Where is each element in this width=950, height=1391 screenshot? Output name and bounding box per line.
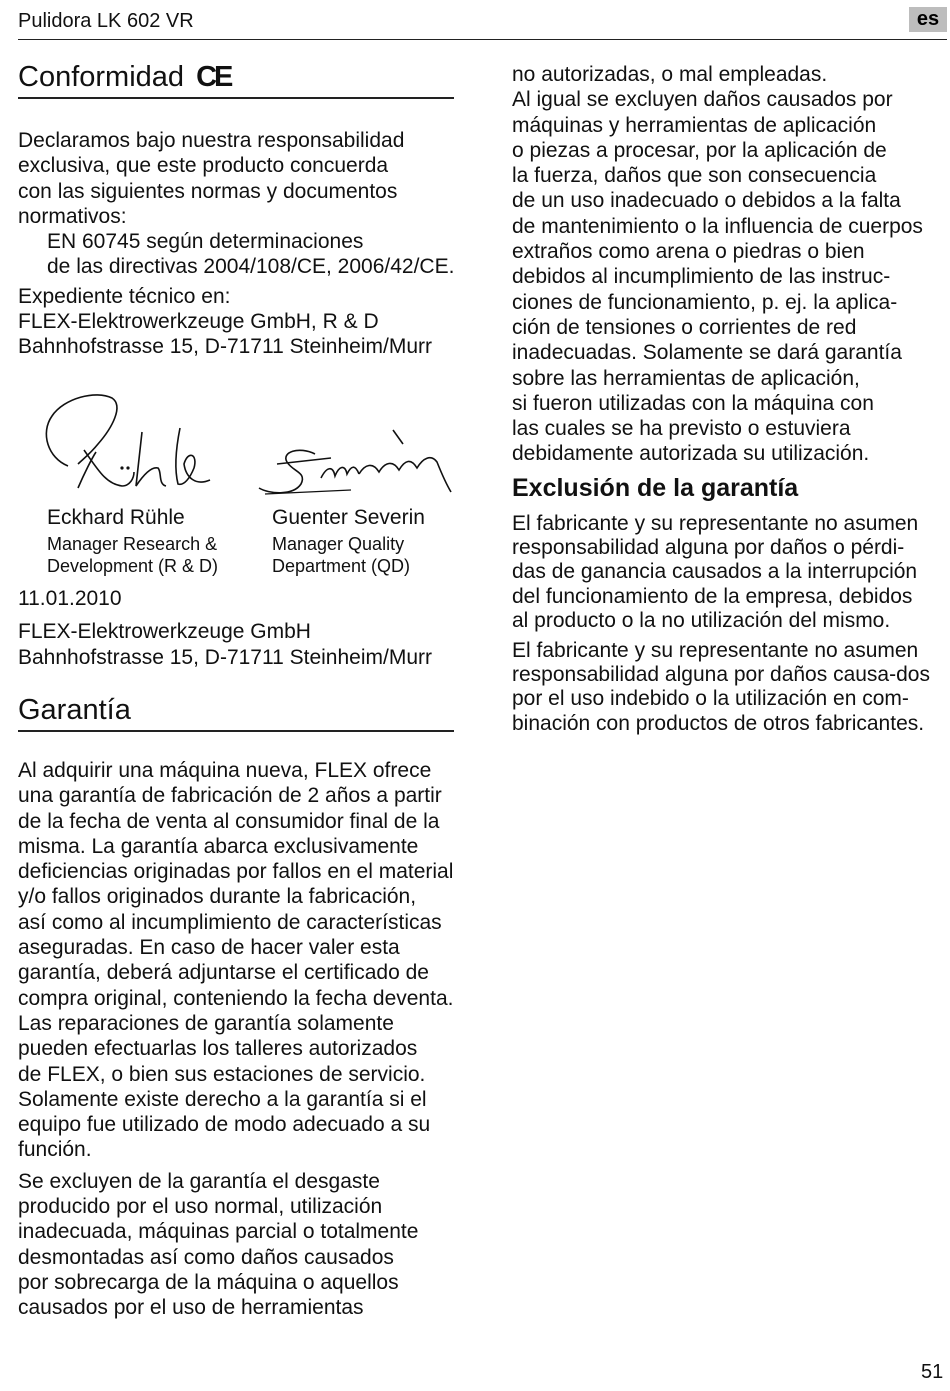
- signature-ruhle: [38, 388, 218, 498]
- text-line: o piezas a procesar, por la aplicación de: [512, 138, 887, 162]
- text-line: al producto o la no utilización del mismo.: [512, 608, 891, 632]
- signatory-role: [272, 533, 410, 577]
- text-line: no autorizadas, o mal empleadas.: [512, 63, 828, 86]
- declaration-paragraph: [18, 128, 454, 280]
- text-line: das de ganancia causados a la interrupción: [512, 560, 918, 584]
- exclusion-paragraph-2: [512, 639, 948, 736]
- warranty-body-continued: [512, 62, 948, 467]
- text-line: El fabricante y su representante no asumen: [512, 639, 919, 663]
- text-line: Expediente técnico en:: [18, 284, 231, 308]
- exclusion-paragraph-1: [512, 512, 948, 633]
- text-line: pueden efectuarlas los talleres autorizados: [18, 1037, 418, 1061]
- page-number: 51: [921, 1361, 944, 1383]
- text-line: FLEX-Elektrowerkzeuge GmbH: [18, 620, 311, 644]
- text-line: Bahnhofstrasse 15, D-71711 Steinheim/Murr: [18, 645, 432, 669]
- text-line: EN 60745 según determinaciones: [47, 230, 364, 254]
- text-line: si fueron utilizadas con la máquina con: [512, 391, 874, 415]
- language-badge: es: [909, 7, 947, 32]
- text-line: ción de tensiones o corrientes de red: [512, 315, 857, 339]
- text-line: Las reparaciones de garantía solamente: [18, 1011, 394, 1035]
- text-line: Development (R & D): [47, 556, 219, 576]
- text-line: inadecuada, máquinas parcial o totalmente: [18, 1220, 419, 1244]
- text-line: garantía, deberá adjuntarse el certificado de: [18, 961, 429, 985]
- warranty-heading-rule: [18, 730, 454, 732]
- conformity-heading-rule: [18, 97, 454, 99]
- text-line: extraños como arena o piedras o bien: [512, 240, 865, 264]
- text-line: las cuales se ha previsto o estuviera: [512, 417, 851, 441]
- text-line: responsabilidad alguna por daños causa-dos: [512, 663, 930, 687]
- text-line: del funcionamiento de la empresa, debidos: [512, 584, 913, 608]
- text-line: con las siguientes normas y documentos: [18, 179, 398, 203]
- text-line: responsabilidad alguna por daños o pérdi-: [512, 536, 905, 560]
- text-line: de la fecha de venta al consumidor final de la: [18, 809, 440, 833]
- text-line: binación con productos de otros fabricantes.: [512, 711, 925, 735]
- text-line: Se excluyen de la garantía el desgaste: [18, 1169, 380, 1193]
- text-line: causados por el uso de herramientas: [18, 1296, 364, 1320]
- text-line: ciones de funcionamiento, p. ej. la aplica-: [512, 290, 898, 314]
- text-line: la fuerza, daños que son consecuencia: [512, 164, 877, 188]
- text-line: Department (QD): [272, 556, 411, 576]
- signatory-name: Guenter Severin: [272, 506, 425, 529]
- tech-file-paragraph: [18, 284, 454, 360]
- text-line: debidos al incumplimiento de las instruc-: [512, 265, 891, 289]
- text-line: deficiencias originadas por fallos en el material: [18, 860, 454, 884]
- warranty-heading: Garantía: [18, 694, 131, 726]
- text-line: función.: [18, 1138, 92, 1162]
- warranty-body: [18, 758, 454, 1327]
- signature-severin: [255, 428, 455, 503]
- text-line: Bahnhofstrasse 15, D-71711 Steinheim/Murr: [18, 335, 432, 359]
- text-line: por sobrecarga de la máquina o aquellos: [18, 1270, 399, 1294]
- signatory-name: Eckhard Rühle: [47, 506, 185, 529]
- text-line: una garantía de fabricación de 2 años a partir: [18, 784, 442, 808]
- text-line: normativos:: [18, 204, 127, 228]
- text-line: equipo fue utilizado de modo adecuado a su: [18, 1113, 431, 1137]
- text-line: de FLEX, o bien sus estaciones de servicio.: [18, 1062, 426, 1086]
- text-line: FLEX-Elektrowerkzeuge GmbH, R & D: [18, 310, 379, 334]
- text-line: Declaramos bajo nuestra responsabilidad: [18, 129, 405, 152]
- text-line: compra original, conteniendo la fecha deventa.: [18, 986, 454, 1010]
- text-line: Solamente existe derecho a la garantía si el: [18, 1087, 427, 1111]
- text-line: así como al incumplimiento de características: [18, 910, 442, 934]
- conformity-body: [18, 128, 454, 366]
- text-line: de las directivas 2004/108/CE, 2006/42/CE.: [47, 255, 455, 279]
- text-line: y/o fallos originados durante la fabricación,: [18, 885, 417, 909]
- text-line: Manager Research &: [47, 534, 218, 554]
- text-line: inadecuadas. Solamente se dará garantía: [512, 341, 902, 365]
- warranty-paragraph-2: [18, 1169, 454, 1321]
- exclusion-heading: Exclusión de la garantía: [512, 474, 799, 502]
- text-line: desmontadas así como daños causados: [18, 1245, 394, 1269]
- text-line: por el uso indebido o la utilización en com-: [512, 687, 909, 711]
- conformity-heading: [18, 60, 230, 94]
- date-and-company: [18, 586, 454, 670]
- text-line: de mantenimiento o la influencia de cuerpos: [512, 214, 923, 238]
- text-line: El fabricante y su representante no asumen: [512, 512, 919, 535]
- document-header-title: Pulidora LK 602 VR: [18, 10, 194, 32]
- warranty-paragraph-1: [18, 758, 454, 1163]
- header-rule: [18, 39, 947, 40]
- ce-mark: CE: [196, 61, 231, 93]
- text-line: exclusiva, que este producto concuerda: [18, 154, 389, 178]
- text-line: debidamente autorizada su utilización.: [512, 442, 870, 466]
- signatory-role: [47, 533, 218, 577]
- text-line: sobre las herramientas de aplicación,: [512, 366, 860, 390]
- exclusion-body: [512, 512, 948, 742]
- text-line: misma. La garantía abarca exclusivamente: [18, 834, 419, 858]
- text-line: máquinas y herramientas de aplicación: [512, 113, 877, 137]
- text-line: aseguradas. En caso de hacer valer esta: [18, 936, 400, 960]
- text-line: producido por el uso normal, utilización: [18, 1195, 383, 1219]
- declaration-date: 11.01.2010: [18, 587, 122, 610]
- text-line: Al adquirir una máquina nueva, FLEX ofrece: [18, 759, 432, 782]
- text-line: de un uso inadecuado o debidos a la falta: [512, 189, 901, 213]
- conformity-title: Conformidad: [18, 61, 185, 93]
- text-line: Al igual se excluyen daños causados por: [512, 88, 893, 112]
- text-line: Manager Quality: [272, 534, 405, 554]
